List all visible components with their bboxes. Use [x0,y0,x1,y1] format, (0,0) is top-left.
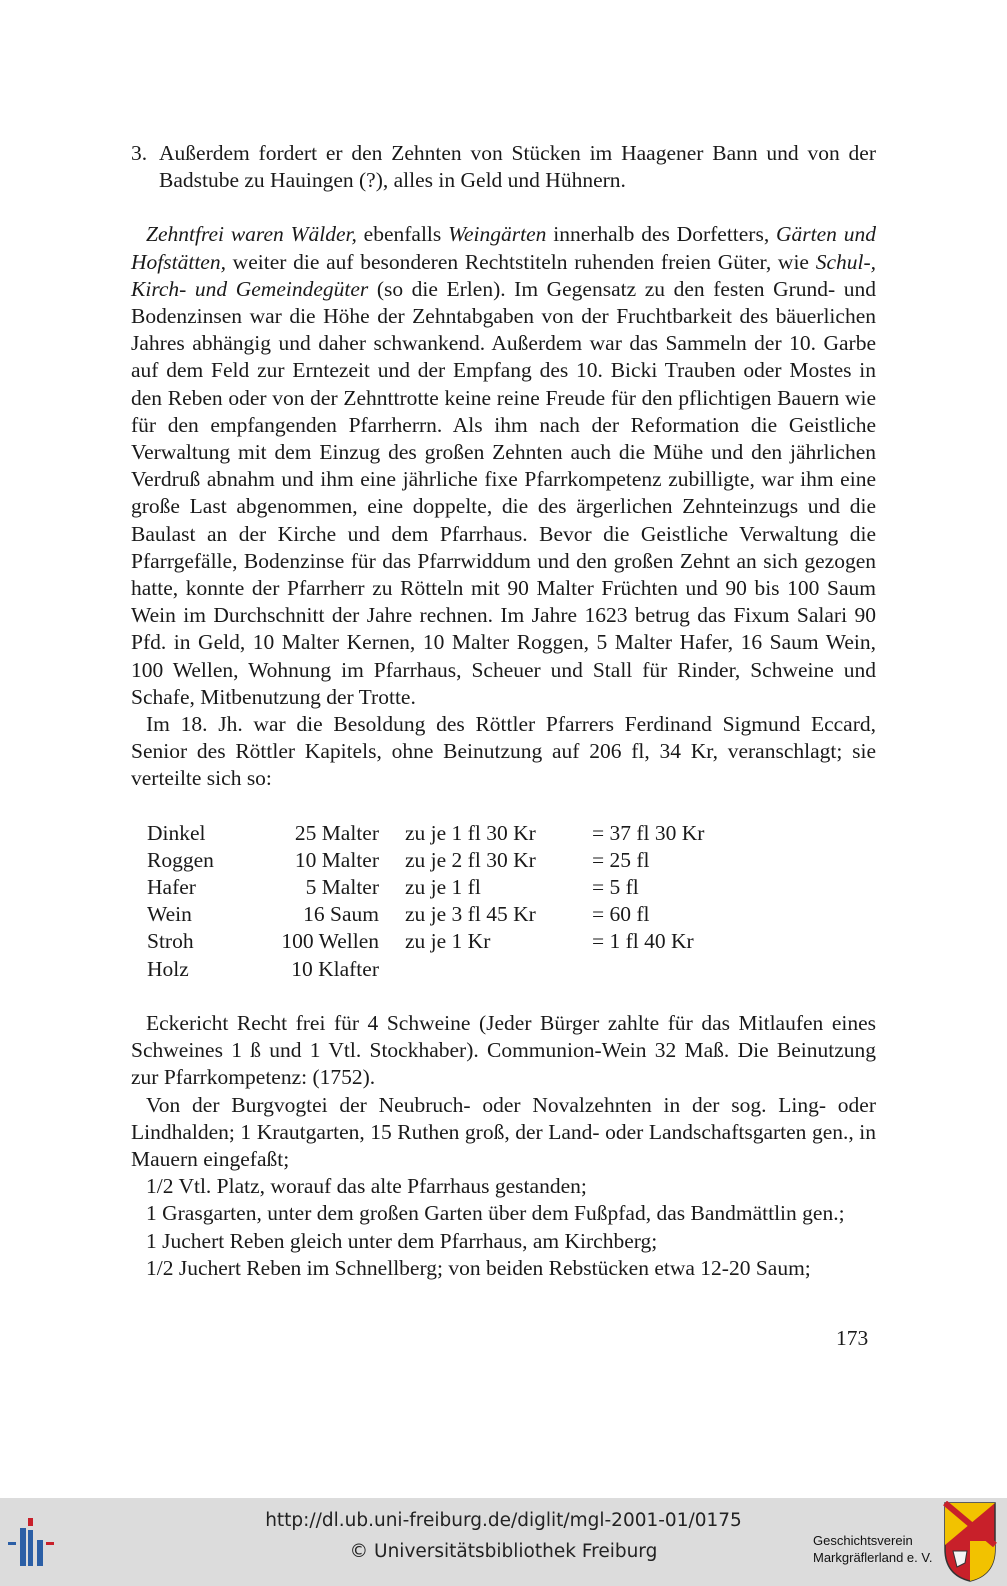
source-url[interactable]: http://dl.ub.uni-freiburg.de/diglit/mgl-2001-01/0175 [265,1510,742,1531]
italic-term: Weingärten [448,222,547,247]
salary-quantity: 100 Wellen [281,929,379,954]
salary-quantity: 25 Malter [294,820,379,845]
salary-quantity: 16 Saum [303,902,379,927]
text-run: (so die Erlen). Im Gegensatz zu den festen Grund- und Bodenzinsen war die Höhe der Zehntabgaben von der Fruchtbarkeit des bäuerlichen Jahres abhängig und daher schwankend. Außerdem war das Sammeln der 10. Garbe auf dem Feld zur Erntezeit und der Empfang des 10. Bicki Trauben oder Mostes in den Reben oder von der Zehnttrotte keine reine Freude für den pflichtigen Bauern wie für den empfangenden Pfarrherrn. Als ihm nach der Reformation die Geistliche Verwaltung mit dem Einzug des großen Zehnten auch die Mühe und den jährlichen Verdruß abnahm und ihm eine jährliche fixe Pfarrkompetenz zubilligte, war ihm eine große Last abgenommen, eine doppelte, die des ärgerlichen Zehnteinzugs und die Baulast an der Kirche und dem Pfarrhaus. Bevor die Geistliche Verwaltung die Pfarrgefälle, Bodenzinse für das Pfarrwiddum und den großen Zehnt an sich gezogen hatte, konnte der Pfarrherr zu Rötteln mit 90 Malter Früchten und 90 bis 100 Saum Wein im Durchschnitt der Jahre rechnen. Im Jahre 1623 betrug das Fixum Salari 90 Pfd. in Geld, 10 Malter Kernen, 10 Malter Roggen, 5 Malter Hafer, 16 Saum Wein, 100 Wellen, Wohnung im Pfarrhaus, Scheuer und Stall für Rinder, Schweine und Schafe, Mitbenutzung der Trotte. [131,276,877,709]
salary-row [147,928,704,955]
paragraph-burgvogtei: Von der Burgvogtei der Neubruch- oder Novalzehnten in der sog. Ling- oder Lindhalden; 1 Krautgarten, 15 Ruthen groß, der Land- oder Landschaftsgarten gen., in Mauern eingefaßt; [131,1092,876,1171]
copyright-text: © Universitätsbibliothek Freiburg [349,1541,658,1562]
salary-row [147,956,704,983]
society-line: Markgräflerland e. V. [813,1550,933,1565]
salary-sum: = 1 fl 40 Kr [592,929,694,954]
salary-row [147,847,704,874]
salary-item: Hafer [147,875,196,900]
paragraph-salary: Im 18. Jh. war die Besoldung des Röttler Pfarrers Ferdinand Sigmund Eccard, Senior des Röttler Kapitels, ohne Beinutzung auf 206 fl, 34 Kr, veranschlagt; sie verteilte sich so: [131,712,876,791]
society-line: Geschichtsverein [813,1533,913,1548]
footer-bar [0,1498,1007,1586]
text-run: weiter die auf besonderen Rechtstiteln ruhenden freien Güter, wie [225,249,816,274]
salary-sum: = 60 fl [592,902,650,927]
society-name [813,1532,932,1566]
salary-sum: = 37 fl 30 Kr [592,820,705,845]
salary-row [147,820,704,847]
salary-rate: zu je 1 fl [405,875,481,900]
salary-row [147,874,704,901]
salary-sum [592,956,704,983]
salary-rate: zu je 1 Kr [405,929,491,954]
salary-item: Dinkel [147,820,206,845]
salary-rate: zu je 3 fl 45 Kr [405,902,536,927]
salary-item: Wein [147,902,192,927]
page-body [131,140,876,1282]
salary-quantity: 10 Klafter [291,956,379,981]
italic-term: Gärten und Hofstätten, [131,222,876,274]
list-line: 1 Grasgarten, unter dem großen Garten über dem Fußpfad, das Bandmättlin gen.; [146,1201,845,1226]
list-line: 1/2 Juchert Reben im Schnellberg; von beiden Rebstücken etwa 12-20 Saum; [146,1255,811,1280]
salary-sum: = 5 fl [592,875,639,900]
salary-table [147,820,704,983]
list-item-3 [131,140,876,194]
list-line: 1/2 Vtl. Platz, worauf das alte Pfarrhaus gestanden; [146,1174,587,1199]
text-run: ebenfalls [356,222,449,247]
salary-rate: zu je 1 fl 30 Kr [405,820,536,845]
salary-row [147,901,704,928]
salary-sum: = 25 fl [592,847,650,872]
page-number: 173 [836,1326,869,1350]
italic-term: Schul-, Kirch- und Gemeindegüter [131,249,876,301]
salary-quantity: 5 Malter [305,875,379,900]
coat-of-arms-icon [943,1501,997,1583]
list-text: Außerdem fordert er den Zehnten von Stücken im Haagener Bann und von der Badstube zu Hauingen (?), alles in Geld und Hühnern. [159,141,876,193]
salary-item: Stroh [147,929,194,954]
salary-item: Holz [147,956,189,981]
paragraph-tithe [131,221,876,711]
text-run: innerhalb des Dorfetters, [546,222,777,247]
salary-rate: zu je 2 fl 30 Kr [405,847,536,872]
paragraph-eckericht: Eckericht Recht frei für 4 Schweine (Jeder Bürger zahlte für das Mitlaufen eines Schweines 1 ß und 1 Vtl. Stockhaber). Communion-Wein 32 Maß. Die Beinutzung zur Pfarrkompetenz: (1752). [131,1010,876,1090]
salary-rate [379,956,592,983]
salary-quantity: 10 Malter [294,847,379,872]
salary-item: Roggen [147,847,214,872]
list-number: 3. [131,141,148,165]
list-line: 1 Juchert Reben gleich unter dem Pfarrhaus, am Kirchberg; [146,1228,658,1253]
italic-term: Zehntfrei waren Wälder, [146,222,357,247]
